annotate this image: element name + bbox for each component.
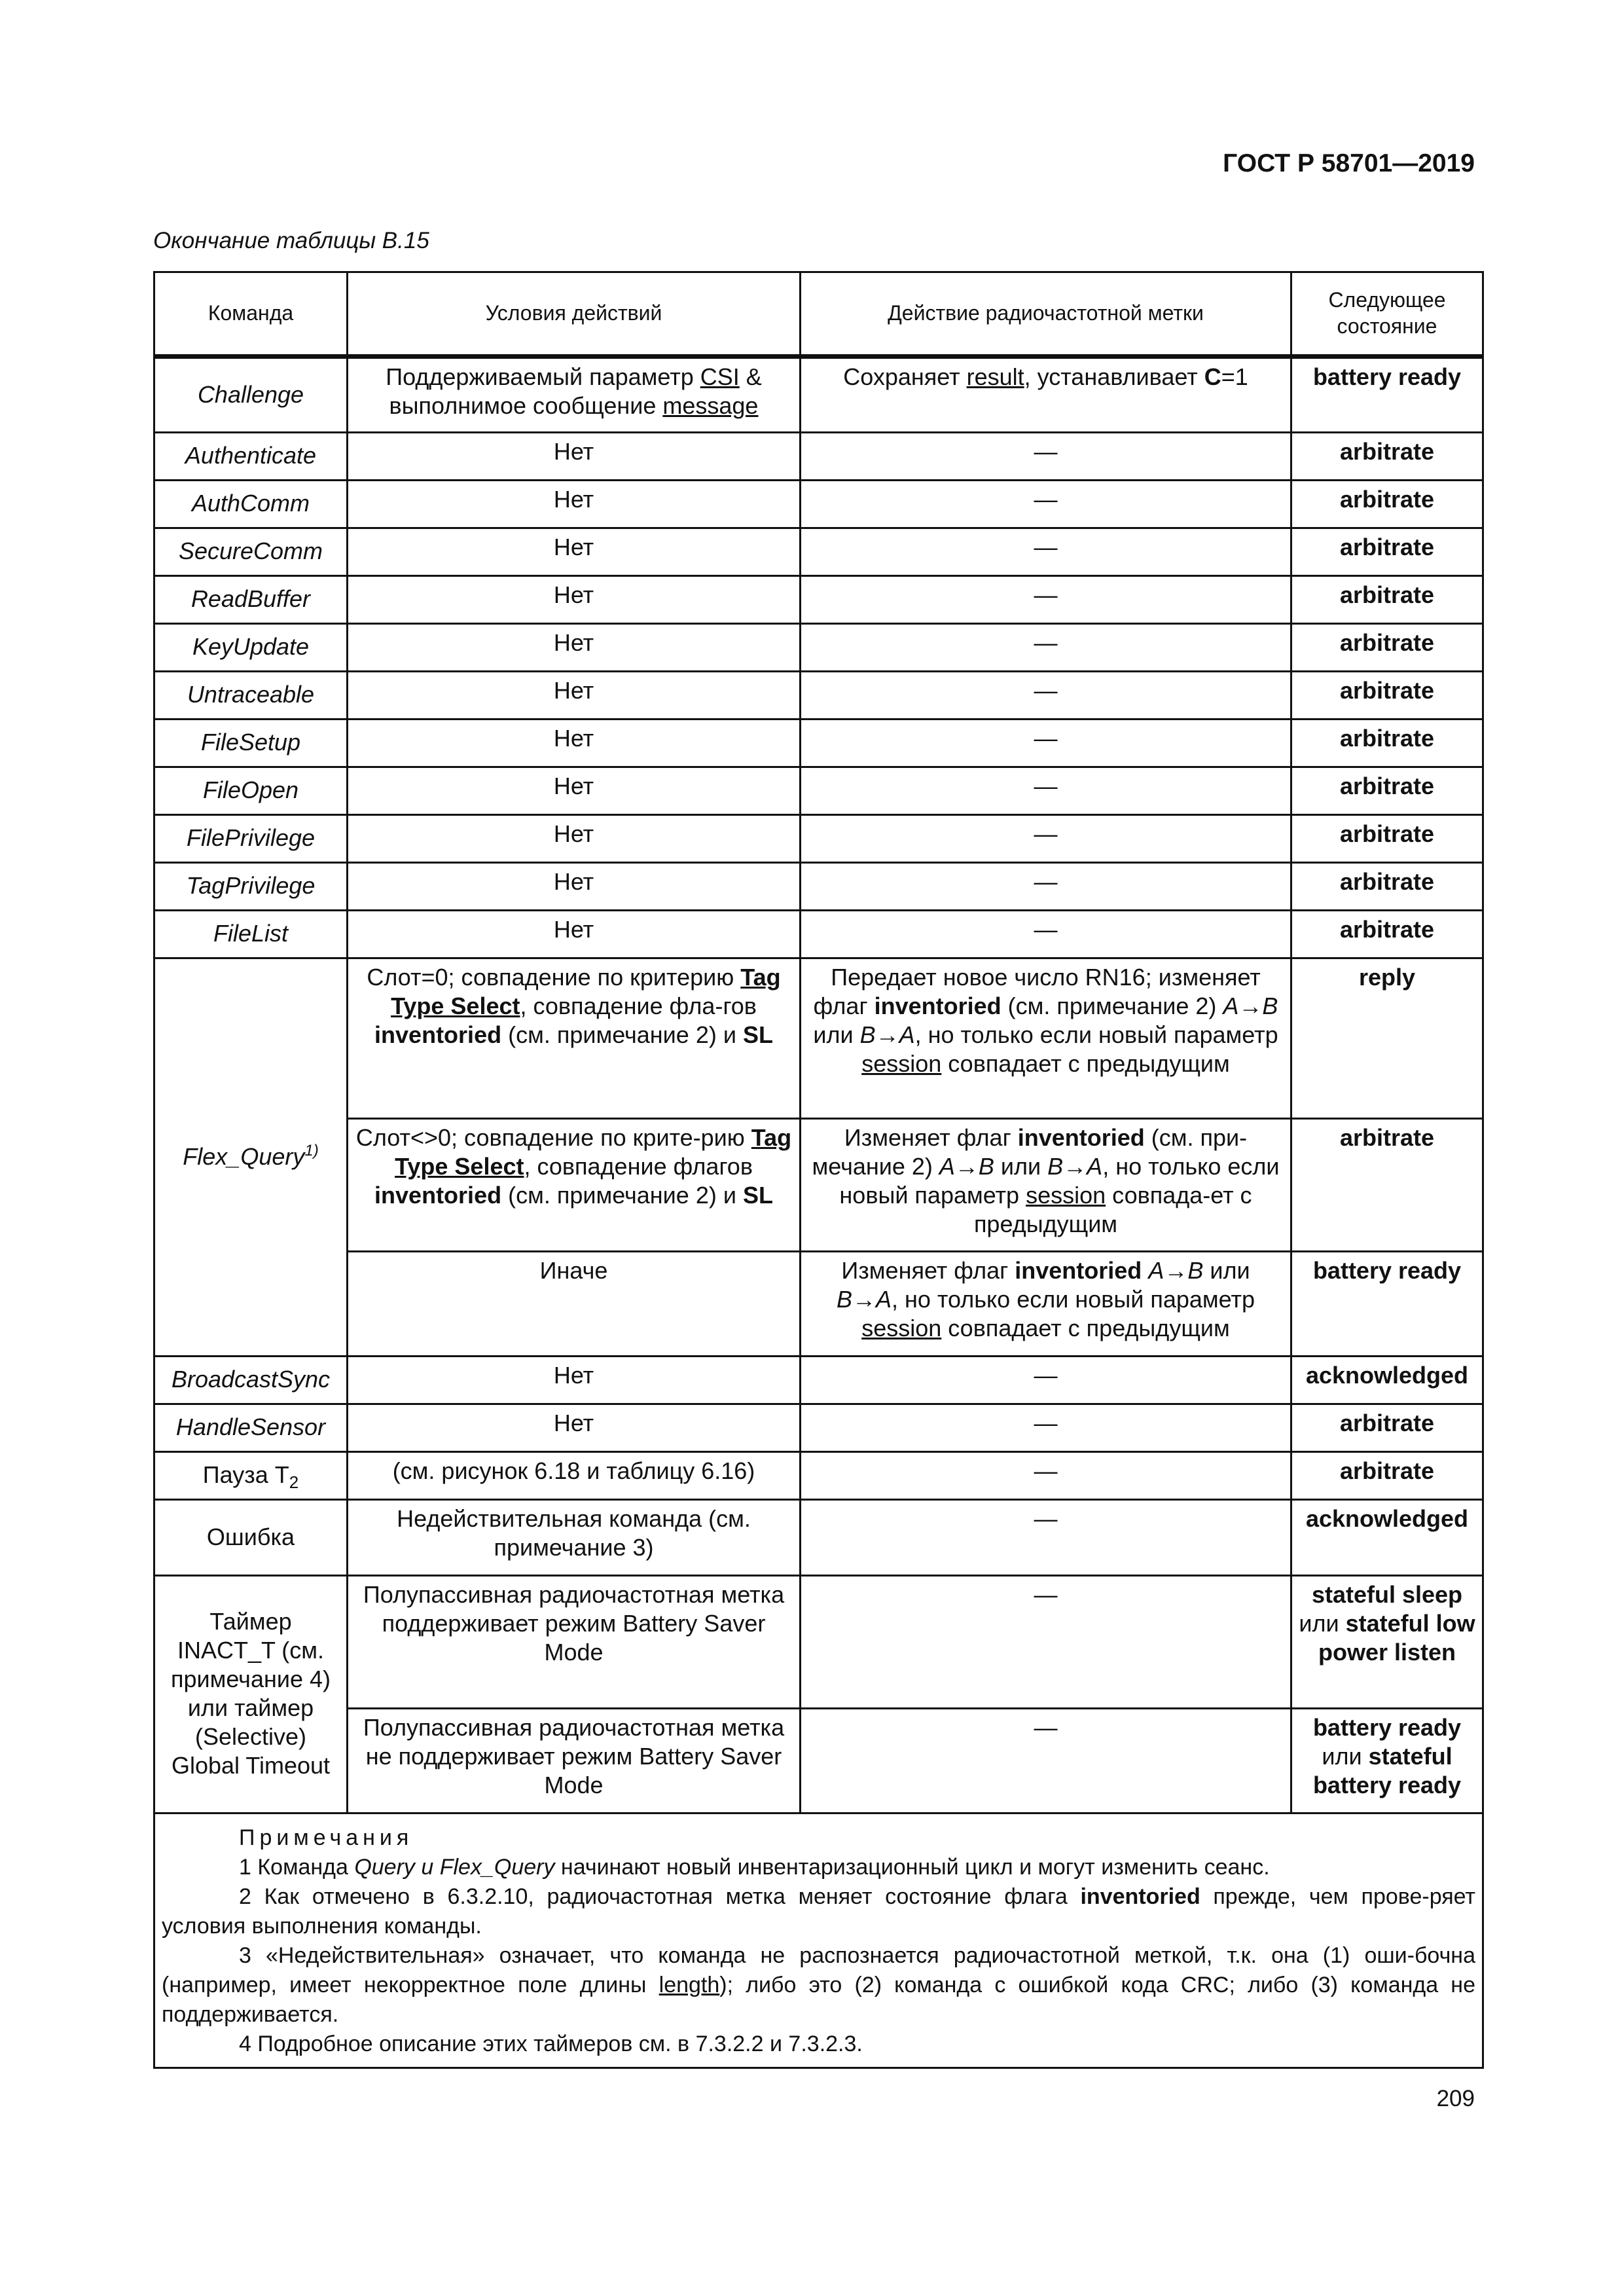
action-cell: — bbox=[801, 433, 1291, 481]
command-cell: Пауза $T_2$ bbox=[154, 1452, 348, 1500]
next-state-cell: arbitrate bbox=[1291, 720, 1483, 767]
action-cell: — bbox=[801, 1709, 1291, 1813]
condition-cell: Слот=0; совпадение по критерию Tag Type Select, совпадение фла-гов inventoried (см. примечание 2) и SL bbox=[348, 958, 801, 1119]
action-cell: — bbox=[801, 815, 1291, 863]
action-cell: Изменяет флаг inventoried A→B или B→A, но только если новый параметр session совпадает с предыдущим bbox=[801, 1252, 1291, 1357]
table-row bbox=[154, 1709, 1483, 1813]
action-cell: — bbox=[801, 720, 1291, 767]
command-cell: FileSetup bbox=[154, 720, 348, 767]
command-cell: SecureComm bbox=[154, 528, 348, 576]
command-cell: TagPrivilege bbox=[154, 863, 348, 911]
action-cell: — bbox=[801, 672, 1291, 720]
condition-cell: Иначе bbox=[348, 1252, 801, 1357]
next-state-cell: arbitrate bbox=[1291, 767, 1483, 815]
column-header-next-state: Следующее состояние bbox=[1291, 272, 1483, 357]
condition-cell: Нет bbox=[348, 672, 801, 720]
column-header-conditions: Условия действий bbox=[348, 272, 801, 357]
next-state-cell: reply bbox=[1291, 958, 1483, 1119]
action-cell: — bbox=[801, 481, 1291, 528]
condition-cell: Нет bbox=[348, 624, 801, 672]
table-row bbox=[154, 958, 1483, 1119]
command-cell: KeyUpdate bbox=[154, 624, 348, 672]
condition-cell: Полупассивная радиочастотная метка не поддерживает режим Battery Saver Mode bbox=[348, 1709, 801, 1813]
command-cell: FilePrivilege bbox=[154, 815, 348, 863]
action-cell: — bbox=[801, 1452, 1291, 1500]
action-cell: — bbox=[801, 1404, 1291, 1452]
table-row bbox=[154, 911, 1483, 958]
note-1: 1 Команда Query и Flex_Query начинают новый инвентаризационный цикл и могут изменить сеанс. bbox=[239, 1855, 1270, 1880]
page-number: 209 bbox=[1436, 2086, 1475, 2111]
command-cell: Challenge bbox=[154, 357, 348, 433]
action-cell: — bbox=[801, 767, 1291, 815]
condition-cell: Нет bbox=[348, 815, 801, 863]
condition-cell: (см. рисунок 6.18 и таблицу 6.16) bbox=[348, 1452, 801, 1500]
action-cell: — bbox=[801, 863, 1291, 911]
next-state-cell: arbitrate bbox=[1291, 481, 1483, 528]
note-2: 2 Как отмечено в 6.3.2.10, радиочастотная метка меняет состояние флага inventoried прежде, чем прове-ряет условия выполнения команды. bbox=[162, 1884, 1475, 1939]
next-state-cell: arbitrate bbox=[1291, 528, 1483, 576]
table-row bbox=[154, 1357, 1483, 1404]
command-cell: FileOpen bbox=[154, 767, 348, 815]
next-state-cell: battery ready или stateful battery ready bbox=[1291, 1709, 1483, 1813]
note-4: 4 Подробное описание этих таймеров см. в 7.3.2.2 и 7.3.2.3. bbox=[239, 2032, 863, 2056]
notes-cell bbox=[154, 1813, 1483, 2068]
notes-row bbox=[154, 1813, 1483, 2068]
table-row bbox=[154, 815, 1483, 863]
table-row bbox=[154, 863, 1483, 911]
table-row bbox=[154, 767, 1483, 815]
next-state-cell: stateful sleep или stateful low power listen bbox=[1291, 1576, 1483, 1709]
condition-cell: Нет bbox=[348, 1357, 801, 1404]
condition-cell: Полупассивная радиочастотная метка поддерживает режим Battery Saver Mode bbox=[348, 1576, 801, 1709]
next-state-cell: acknowledged bbox=[1291, 1500, 1483, 1576]
action-cell: — bbox=[801, 528, 1291, 576]
column-header-action: Действие радиочастотной метки bbox=[801, 272, 1291, 357]
table-row bbox=[154, 672, 1483, 720]
next-state-cell: arbitrate bbox=[1291, 911, 1483, 958]
table-row bbox=[154, 1500, 1483, 1576]
next-state-cell: arbitrate bbox=[1291, 1452, 1483, 1500]
command-cell: Flex_Query$^{1)}$ bbox=[154, 958, 348, 1357]
note-3: 3 «Недействительная» означает, что команда не распознается радиочастотной меткой, т.к. она (1) оши-бочна (например, имеет некорректное поле длины length); либо это (2) команда с ошибкой кода CRC; либо (3) команда не поддерживается. bbox=[162, 1943, 1475, 2027]
condition-cell: Нет bbox=[348, 481, 801, 528]
table-row bbox=[154, 528, 1483, 576]
table-row bbox=[154, 624, 1483, 672]
condition-cell: Нет bbox=[348, 767, 801, 815]
command-cell: ReadBuffer bbox=[154, 576, 348, 624]
table-row bbox=[154, 1252, 1483, 1357]
condition-cell: Поддерживаемый параметр CSI & выполнимое сообщение message bbox=[348, 357, 801, 433]
command-cell: HandleSensor bbox=[154, 1404, 348, 1452]
next-state-cell: arbitrate bbox=[1291, 1119, 1483, 1252]
action-cell: — bbox=[801, 1500, 1291, 1576]
table-row bbox=[154, 357, 1483, 433]
table-row bbox=[154, 1119, 1483, 1252]
command-cell: Ошибка bbox=[154, 1500, 348, 1576]
condition-cell: Нет bbox=[348, 1404, 801, 1452]
next-state-cell: battery ready bbox=[1291, 1252, 1483, 1357]
command-cell: BroadcastSync bbox=[154, 1357, 348, 1404]
column-header-command: Команда bbox=[154, 272, 348, 357]
next-state-cell: arbitrate bbox=[1291, 672, 1483, 720]
next-state-cell: battery ready bbox=[1291, 357, 1483, 433]
next-state-cell: arbitrate bbox=[1291, 433, 1483, 481]
standard-header: ГОСТ Р 58701—2019 bbox=[1223, 149, 1475, 177]
action-cell: — bbox=[801, 624, 1291, 672]
next-state-cell: arbitrate bbox=[1291, 815, 1483, 863]
action-cell: — bbox=[801, 1576, 1291, 1709]
command-cell: Таймер INACT_T (см. примечание 4) или таймер (Selective) Global Timeout bbox=[154, 1576, 348, 1813]
condition-cell: Слот<>0; совпадение по крите-рию Tag Type Select, совпадение флагов inventoried (см. примечание 2) и SL bbox=[348, 1119, 801, 1252]
command-cell: Untraceable bbox=[154, 672, 348, 720]
table-row bbox=[154, 1452, 1483, 1500]
action-cell: Изменяет флаг inventoried (см. при-мечание 2) A→B или B→A, но только если новый параметр session совпада-ет с предыдущим bbox=[801, 1119, 1291, 1252]
table-row bbox=[154, 433, 1483, 481]
condition-cell: Нет bbox=[348, 528, 801, 576]
condition-cell: Нет bbox=[348, 576, 801, 624]
action-cell: — bbox=[801, 1357, 1291, 1404]
next-state-cell: arbitrate bbox=[1291, 576, 1483, 624]
condition-cell: Нет bbox=[348, 863, 801, 911]
state-transition-table bbox=[153, 271, 1484, 2069]
table-row bbox=[154, 1404, 1483, 1452]
next-state-cell: arbitrate bbox=[1291, 1404, 1483, 1452]
action-cell: — bbox=[801, 911, 1291, 958]
action-cell: — bbox=[801, 576, 1291, 624]
condition-cell: Нет bbox=[348, 720, 801, 767]
table-row bbox=[154, 1576, 1483, 1709]
table-header-row bbox=[154, 272, 1483, 357]
next-state-cell: arbitrate bbox=[1291, 624, 1483, 672]
condition-cell: Нет bbox=[348, 911, 801, 958]
command-cell: Authenticate bbox=[154, 433, 348, 481]
next-state-cell: arbitrate bbox=[1291, 863, 1483, 911]
command-cell: FileList bbox=[154, 911, 348, 958]
next-state-cell: acknowledged bbox=[1291, 1357, 1483, 1404]
notes-title: Примечания bbox=[239, 1825, 414, 1850]
table-row bbox=[154, 720, 1483, 767]
condition-cell: Недействительная команда (см. примечание 3) bbox=[348, 1500, 801, 1576]
action-cell: Сохраняет result, устанавливает C=1 bbox=[801, 357, 1291, 433]
action-cell: Передает новое число RN16; изменяет флаг inventoried (см. примечание 2) A→B или B→A, но только если новый параметр session совпадает с предыдущим bbox=[801, 958, 1291, 1119]
table-row bbox=[154, 481, 1483, 528]
condition-cell: Нет bbox=[348, 433, 801, 481]
table-row bbox=[154, 576, 1483, 624]
command-cell: AuthComm bbox=[154, 481, 348, 528]
table-caption: Окончание таблицы В.15 bbox=[153, 228, 429, 253]
